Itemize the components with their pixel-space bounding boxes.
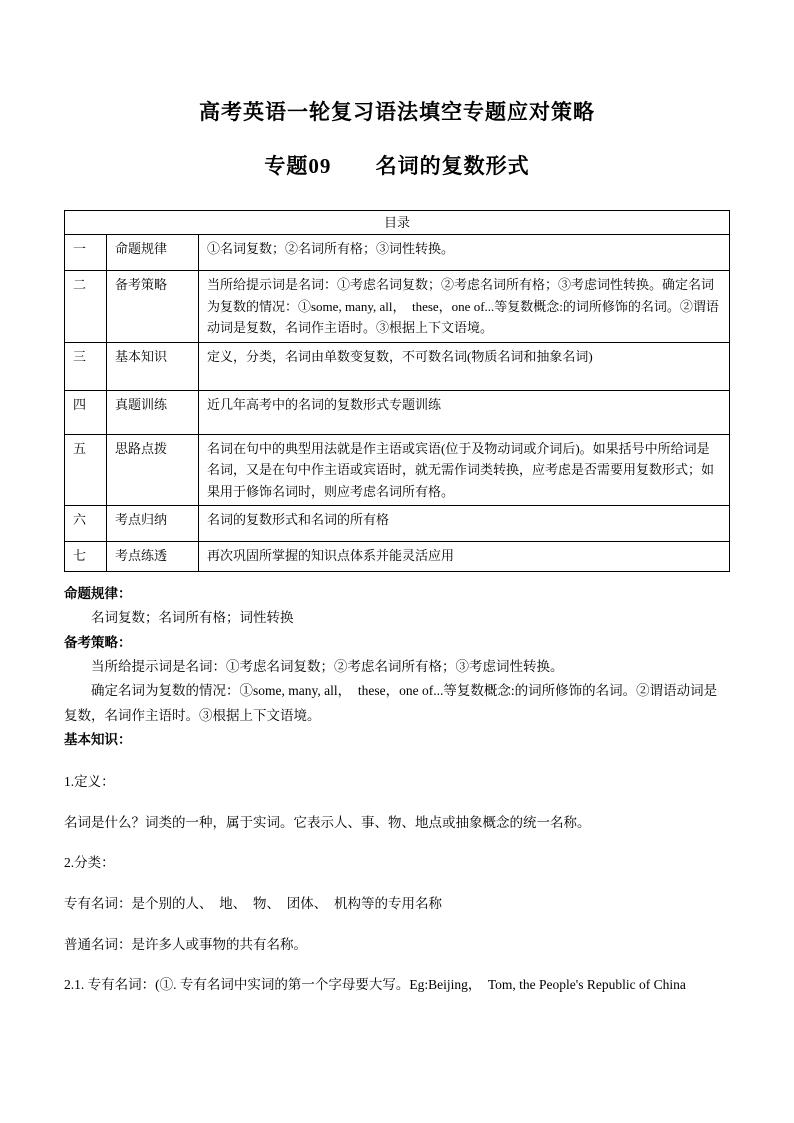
body-heading-jiben-zhishi: 基本知识： [64, 731, 132, 747]
toc-row-label: 命题规律 [107, 235, 199, 271]
body-heading-beikao-celve: 备考策略： [64, 634, 132, 650]
document-title: 高考英语一轮复习语法填空专题应对策略 [199, 100, 595, 124]
toc-row-label: 基本知识 [107, 342, 199, 390]
toc-row-number: 二 [65, 271, 107, 342]
toc-row-number: 一 [65, 235, 107, 271]
toc-row-content: 名词在句中的典型用法就是作主语或宾语(位于及物动词或介词后)。如果括号中所给词是名词，又是在句中作主语或宾语时，就无需作词类转换，应考虑是否需要用复数形式；如果用于修饰名词时，则应考虑名词所有格。 [199, 434, 730, 505]
body-paragraph: 当所给提示词是名词：①考虑名词复数；②考虑名词所有格；③考虑词性转换。 [91, 658, 564, 674]
body-paragraph: 名词复数；名词所有格；词性转换 [91, 610, 294, 626]
toc-header-cell: 目录 [65, 211, 730, 235]
toc-row-number: 三 [65, 342, 107, 390]
toc-row [65, 235, 730, 271]
subtitle-topic-name: 名词的复数形式 [375, 154, 530, 178]
toc-row [65, 271, 730, 342]
toc-row-number: 五 [65, 434, 107, 505]
body-paragraph-proper-noun-rule: 2.1. 专有名词：(①. 专有名词中实词的第一个字母要大写。Eg:Beijing， Tom, the People's Republic of China [64, 977, 686, 993]
toc-row-label: 真题训练 [107, 390, 199, 434]
toc-row-content: 再次巩固所掌握的知识点体系并能灵活应用 [199, 542, 730, 572]
body-paragraph-common-noun: 普通名词：是许多人或事物的共有名称。 [64, 936, 307, 952]
document-body [64, 582, 730, 996]
document-subtitle [64, 150, 730, 180]
toc-row-number: 六 [65, 506, 107, 542]
toc-row [65, 542, 730, 572]
body-paragraph-proper-noun: 专有名词：是个别的人、 地、 物、 团体、 机构等的专用名称 [64, 895, 442, 911]
toc-row-number: 四 [65, 390, 107, 434]
toc-row-label: 备考策略 [107, 271, 199, 342]
toc-row-label: 思路点拨 [107, 434, 199, 505]
toc-row-label: 考点归纳 [107, 506, 199, 542]
toc-row [65, 506, 730, 542]
body-paragraph-definition-label: 1.定义： [64, 774, 115, 790]
toc-row-content: 定义，分类，名词由单数变复数，不可数名词(物质名词和抽象名词) [199, 342, 730, 390]
toc-row [65, 434, 730, 505]
toc-table [64, 210, 730, 572]
toc-header-row [65, 211, 730, 235]
toc-row-content: 名词的复数形式和名词的所有格 [199, 506, 730, 542]
body-heading-mingti-guilv: 命题规律： [64, 586, 132, 602]
toc-row-label: 考点练透 [107, 542, 199, 572]
body-paragraph: 确定名词为复数的情况：①some, many, all， these，one of...等复数概念:的词所修饰的名词。②谓语动词是复数，名词作主语时。③根据上下文语境。 [64, 683, 718, 723]
toc-row-content: 当所给提示词是名词：①考虑名词复数；②考虑名词所有格；③考虑词性转换。确定名词为复数的情况：①some, many, all， these，one of...等复数概念:的词所修饰的名词。②谓语动词是复数，名词作主语时。③根据上下文语境。 [199, 271, 730, 342]
body-paragraph-definition-text: 名词是什么？词类的一种，属于实词。它表示人、事、物、地点或抽象概念的统一名称。 [64, 814, 591, 830]
toc-row-number: 七 [65, 542, 107, 572]
toc-row [65, 342, 730, 390]
toc-row-content: 近几年高考中的名词的复数形式专题训练 [199, 390, 730, 434]
body-paragraph-classification-label: 2.分类： [64, 855, 115, 871]
toc-row [65, 390, 730, 434]
subtitle-topic-number: 专题09 [264, 154, 332, 178]
toc-row-content: ①名词复数；②名词所有格；③词性转换。 [199, 235, 730, 271]
